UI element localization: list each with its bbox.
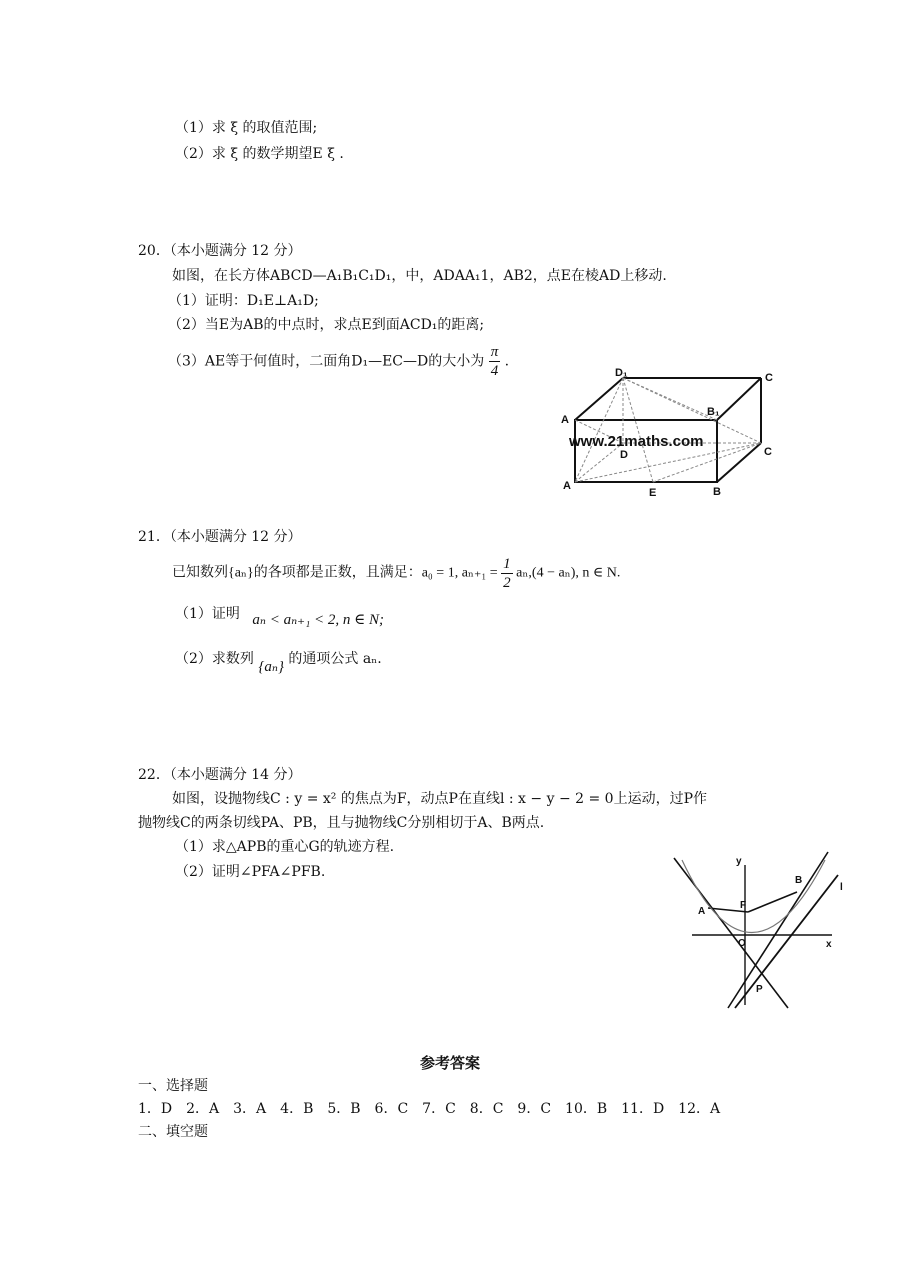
- q21-part2-math: {aₙ}: [258, 659, 284, 675]
- watermark: www.21maths.com: [569, 433, 704, 450]
- q20-part3-suffix: .: [504, 353, 510, 370]
- cuboid-diag-d1a: [575, 378, 623, 482]
- label-e: E: [649, 487, 657, 499]
- label-a1: A: [561, 414, 569, 426]
- q21-header: 21．（本小题满分 12 分）: [138, 529, 302, 545]
- q20-part3-prefix: （3）AE等于何值时，二面角D₁—EC—D的大小为: [168, 353, 485, 370]
- label-a: A: [563, 480, 571, 492]
- tangent-pb: [728, 852, 828, 1008]
- q21-stem-fraction: [501, 555, 513, 592]
- tangent-pa: [674, 858, 788, 1008]
- q21-frac-denominator: 2: [503, 575, 511, 591]
- label-b: B: [713, 486, 721, 498]
- cuboid-edge-cb: [717, 443, 761, 482]
- q21-stem-text: 已知数列{aₙ}的各项都是正数，且满足：a₀ = 1, aₙ₊₁ =: [172, 565, 502, 581]
- q21-part1: [175, 604, 385, 628]
- label-b1: B₁: [707, 406, 720, 418]
- q21-part2: [175, 649, 382, 675]
- q21-part2-prefix: （2）求数列: [175, 651, 254, 667]
- cuboid-edge-c1b1: [717, 378, 761, 420]
- line-l: [735, 875, 838, 1008]
- q21-stem: [172, 555, 620, 592]
- q20-part3-denominator: 4: [490, 363, 499, 379]
- q21-stem-tail: aₙ,(4 − aₙ), n ∈ N.: [516, 565, 621, 581]
- q20-header: 20．（本小题满分 12 分）: [138, 243, 302, 259]
- q21-part1-prefix: （1）证明: [175, 606, 240, 622]
- label-y: y: [736, 856, 742, 867]
- answers-choices: 1．D 2．A 3．A 4．B 5．B 6．C 7．C 8．C 9．C 10．B 11．D 12．A: [138, 1101, 721, 1117]
- label-c1: C: [765, 372, 773, 384]
- q22-parabola-figure: [670, 850, 850, 1010]
- q22-line2: 抛物线C的两条切线PA、PB，且与抛物线C分别相切于A、B两点.: [138, 815, 545, 831]
- label-d1: D₁: [615, 367, 628, 379]
- answers-section1: 一、选择题: [138, 1078, 208, 1094]
- label-c: C: [764, 446, 772, 458]
- answers-title: 参考答案: [420, 1054, 481, 1072]
- q20-part2: （2）当E为AB的中点时，求点E到面ACD₁的距离;: [168, 317, 485, 333]
- q21-part2-suffix: 的通项公式 aₙ.: [288, 651, 382, 667]
- cuboid-edge-a1d1: [575, 378, 623, 420]
- q22-part1: （1）求△APB的重心G的轨迹方程.: [175, 839, 395, 855]
- q20-part3: [168, 343, 509, 380]
- q19-part2: （2）求 ξ 的数学期望E ξ .: [175, 146, 344, 162]
- q20-part3-fraction: [489, 343, 501, 380]
- q22-part2: （2）证明∠PFA∠PFB.: [175, 864, 326, 880]
- q20-cuboid-figure: [555, 365, 785, 505]
- label-b: B: [795, 875, 803, 886]
- q22-header: 22．（本小题满分 14 分）: [138, 767, 302, 783]
- q20-stem: 如图，在长方体ABCD—A₁B₁C₁D₁，中，ADAA₁1，AB2，点E在棱AD上移动.: [172, 268, 667, 284]
- q21-frac-numerator: 1: [503, 556, 511, 572]
- q19-part1: （1）求 ξ 的取值范围;: [175, 120, 318, 136]
- label-a: A: [698, 906, 706, 917]
- q20-part1: （1）证明：D₁E⊥A₁D;: [168, 293, 319, 309]
- label-l: l: [840, 882, 843, 893]
- q20-part3-numerator: π: [490, 344, 499, 360]
- segment-fb: [748, 892, 797, 912]
- label-x: x: [826, 939, 832, 950]
- label-f: F: [740, 900, 747, 911]
- cuboid-front-face: [575, 420, 717, 482]
- label-p: P: [756, 984, 763, 995]
- cuboid-diag-d1b1: [623, 378, 717, 420]
- q21-part1-math: aₙ < aₙ₊₁ < 2, n ∈ N;: [252, 612, 385, 628]
- q22-line1: 如图，设抛物线C : y = x² 的焦点为F，动点P在直线l : x − y − 2 = 0上运动，过P作: [172, 791, 707, 807]
- label-o: O: [738, 938, 746, 949]
- label-d: D: [620, 449, 628, 461]
- answers-section2: 二、填空题: [138, 1124, 208, 1140]
